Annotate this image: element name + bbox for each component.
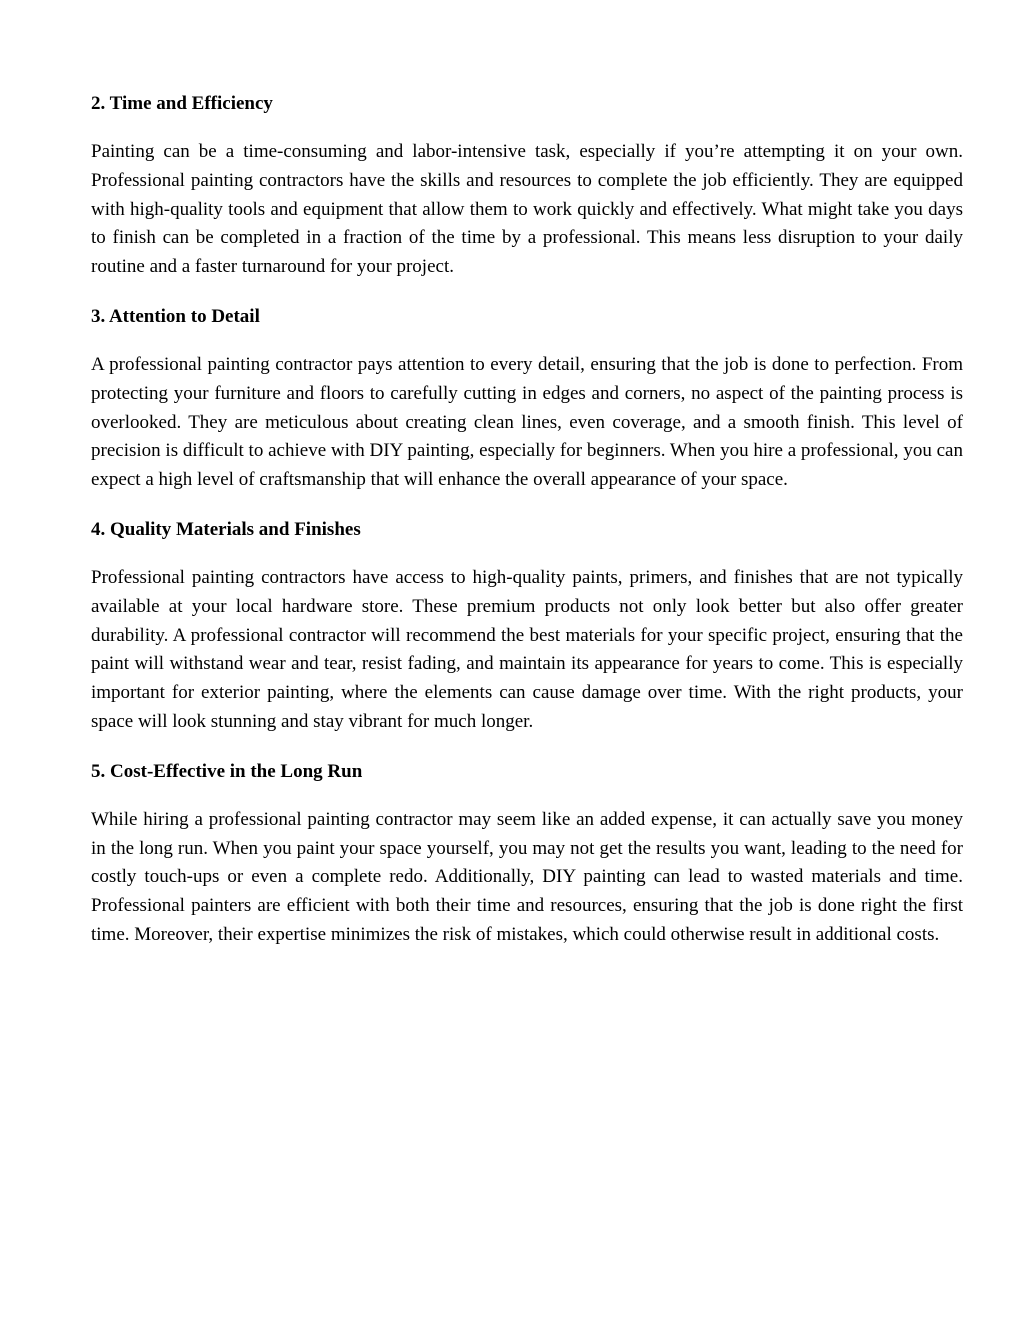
section-body-time-efficiency: Painting can be a time-consuming and labor-intensive task, especially if you’re attempting it on your own. Professional painting contractors have the skills and resources to complete the job efficiently. They are equipped with high-quality tools and equipment that allow them to work quickly and effectively. What might take you days to finish can be completed in a fraction of the time by a professional. This means less disruption to your daily routine and a faster turnaround for your project. (91, 141, 963, 278)
section-heading-cost-effective: 5. Cost-Effective in the Long Run (91, 760, 363, 782)
document-content (91, 89, 963, 970)
section-body-cost-effective: While hiring a professional painting contractor may seem like an added expense, it can actually save you money in the long run. When you paint your space yourself, you may not get the results you want, leading to the need for costly touch-ups or even a complete redo. Additionally, DIY painting can lead to wasted materials and time. Professional painters are efficient with both their time and resources, ensuring that the job is done right the first time. Moreover, their expertise minimizes the risk of mistakes, which could otherwise result in additional costs. (91, 808, 963, 945)
section-heading-attention-detail: 3. Attention to Detail (91, 305, 260, 327)
section-heading-quality-materials: 4. Quality Materials and Finishes (91, 518, 361, 540)
section-body-quality-materials: Professional painting contractors have access to high-quality paints, primers, and finishes that are not typically available at your local hardware store. These premium products not only look better but also offer greater durability. A professional contractor will recommend the best materials for your specific project, ensuring that the paint will withstand wear and tear, resist fading, and maintain its appearance for years to come. This is especially important for exterior painting, where the elements can cause damage over time. With the right products, your space will look stunning and stay vibrant for much longer. (91, 566, 963, 732)
section-heading-time-efficiency: 2. Time and Efficiency (91, 93, 273, 114)
section-body-attention-detail: A professional painting contractor pays attention to every detail, ensuring that the job is done to perfection. From protecting your furniture and floors to carefully cutting in edges and corners, no aspect of the painting process is overlooked. They are meticulous about creating clean lines, even coverage, and a smooth finish. This level of precision is difficult to achieve with DIY painting, especially for beginners. When you hire a professional, you can expect a high level of craftsmanship that will enhance the overall appearance of your space. (91, 353, 963, 491)
